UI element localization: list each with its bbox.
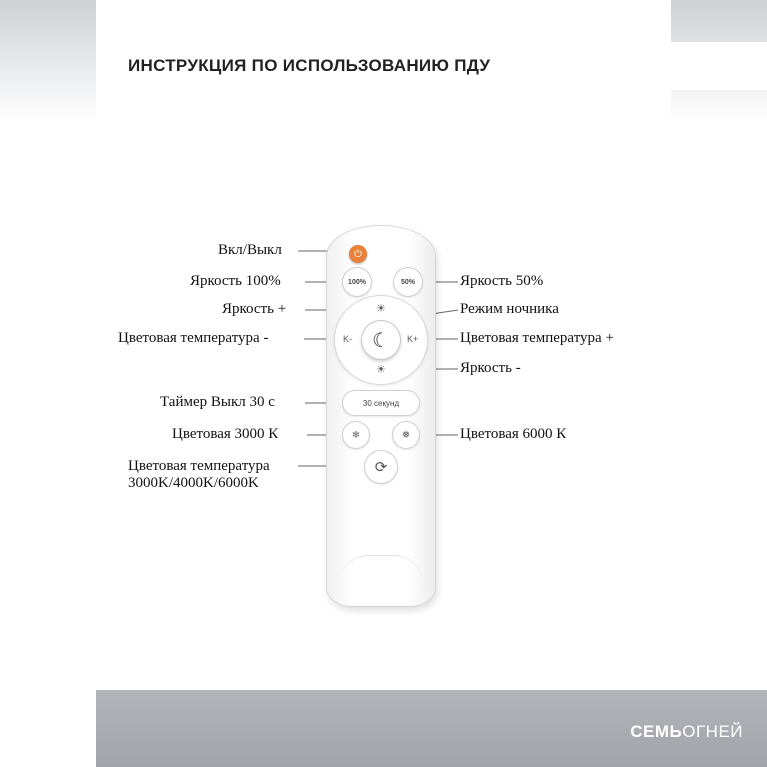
moon-icon[interactable]: ☾ xyxy=(362,321,400,359)
timer-button[interactable] xyxy=(343,391,419,415)
brand-logo-regular: ОГНЕЙ xyxy=(682,722,743,741)
color-temp-plus-button[interactable]: K+ xyxy=(407,334,419,344)
cycle-icon[interactable]: ⟳ xyxy=(365,451,397,483)
label-brightness-100: Яркость 100% xyxy=(190,273,281,289)
brightness-50-button[interactable] xyxy=(394,268,422,296)
label-color-cycle-line1: Цветовая температура xyxy=(128,458,270,474)
brightness-100-button[interactable] xyxy=(343,268,371,296)
brightness-100-button-label: 100% xyxy=(348,278,366,286)
label-color-6000: Цветовая 6000 К xyxy=(460,426,567,442)
thermometer-cold-icon[interactable]: ❄ xyxy=(343,422,369,448)
brand-logo xyxy=(630,722,743,742)
label-night-mode: Режим ночника xyxy=(460,301,559,317)
label-brightness-up: Яркость + xyxy=(222,301,287,317)
label-color-temp-minus: Цветовая температура - xyxy=(118,330,269,346)
brightness-down-icon[interactable]: ☀ xyxy=(376,363,386,376)
label-color-cycle-line2: 3000K/4000K/6000K xyxy=(128,475,259,491)
timer-button-label: 30 секунд xyxy=(362,398,400,408)
brightness-50-button-label: 50% xyxy=(400,278,415,286)
label-brightness-down: Яркость - xyxy=(460,360,521,376)
brand-logo-bold: СЕМЬ xyxy=(630,722,683,741)
page-title: ИНСТРУКЦИЯ ПО ИСПОЛЬЗОВАНИЮ ПДУ xyxy=(128,56,491,75)
power-icon[interactable]: ⏻ xyxy=(349,245,367,263)
label-color-temp-plus: Цветовая температура + xyxy=(460,330,614,346)
label-timer-off: Таймер Выкл 30 с xyxy=(160,394,275,410)
label-power: Вкл/Выкл xyxy=(218,242,282,258)
brightness-up-icon[interactable]: ☀ xyxy=(376,302,386,315)
label-brightness-50: Яркость 50% xyxy=(460,273,544,289)
thermometer-warm-icon[interactable]: ❅ xyxy=(393,422,419,448)
label-color-3000: Цветовая 3000 К xyxy=(172,426,279,442)
color-temp-minus-button[interactable]: K- xyxy=(343,334,352,344)
